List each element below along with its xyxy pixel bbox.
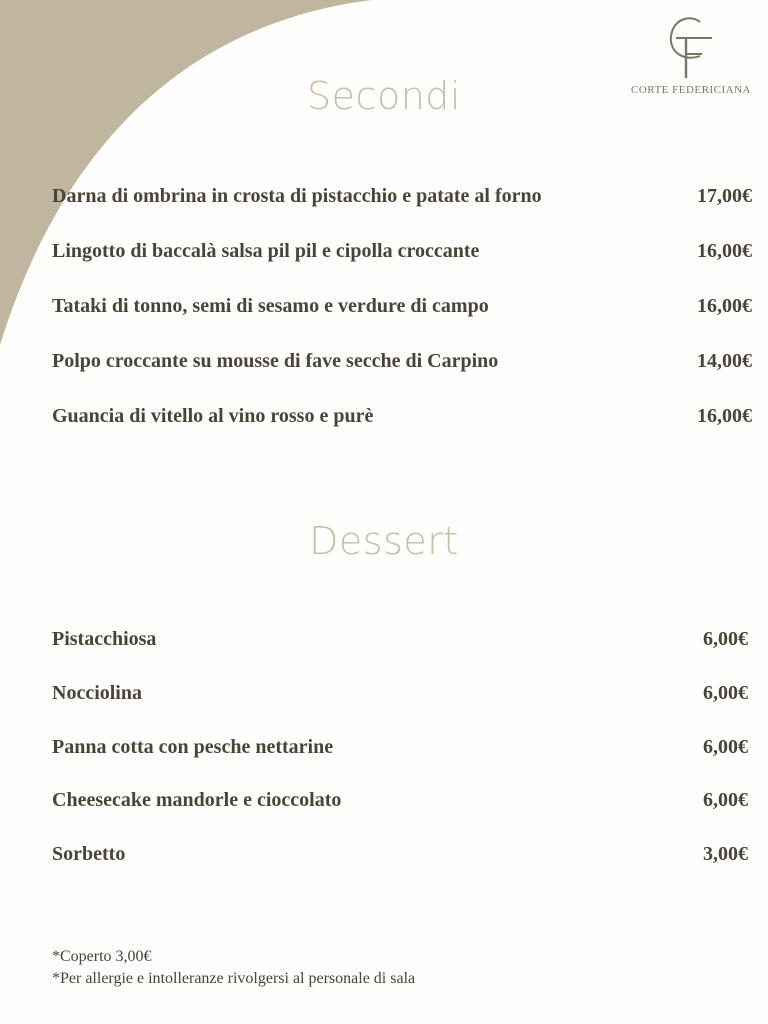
item-price: 16,00€ — [697, 239, 752, 262]
coperto-note: *Coperto 3,00€ — [52, 948, 152, 965]
item-name: Nocciolina — [52, 681, 142, 704]
menu-item — [52, 291, 752, 321]
item-price: 16,00€ — [697, 404, 752, 427]
menu-item — [52, 732, 752, 762]
item-name: Tataki di tonno, semi di sesamo e verdure di campo — [52, 294, 489, 317]
item-price: 6,00€ — [703, 788, 748, 811]
menu-item — [52, 785, 752, 815]
brand-name: CORTE FEDERICIANA — [631, 84, 751, 96]
menu-item — [52, 236, 752, 266]
item-price: 6,00€ — [703, 627, 748, 650]
menu-item — [52, 624, 752, 654]
item-name: Pistacchiosa — [52, 627, 157, 650]
item-name: Cheesecake mandorle e cioccolato — [52, 788, 342, 811]
menu-item — [52, 346, 752, 376]
footer-notes — [52, 946, 415, 990]
item-name: Sorbetto — [52, 842, 126, 865]
item-price: 16,00€ — [697, 294, 752, 317]
item-price: 14,00€ — [697, 349, 752, 372]
item-price: 6,00€ — [703, 735, 748, 758]
allergy-note: *Per allergie e intolleranze rivolgersi al personale di sala — [52, 970, 416, 987]
menu-item — [52, 181, 752, 211]
item-name: Polpo croccante su mousse di fave secche di Carpino — [52, 349, 499, 372]
section-title-dessert: Dessert — [309, 519, 459, 563]
item-price: 6,00€ — [703, 681, 748, 704]
menu-item — [52, 839, 752, 869]
item-name: Lingotto di baccalà salsa pil pil e cipolla croccante — [52, 239, 480, 262]
item-name: Darna di ombrina in crosta di pistacchio e patate al forno — [52, 184, 542, 207]
monogram-cf-icon — [666, 14, 716, 82]
item-price: 3,00€ — [703, 842, 748, 865]
section-title-secondi: Secondi — [307, 74, 461, 118]
item-name: Guancia di vitello al vino rosso e purè — [52, 404, 374, 427]
item-name: Panna cotta con pesche nettarine — [52, 735, 334, 758]
menu-item — [52, 401, 752, 431]
item-price: 17,00€ — [697, 184, 752, 207]
menu-item — [52, 678, 752, 708]
